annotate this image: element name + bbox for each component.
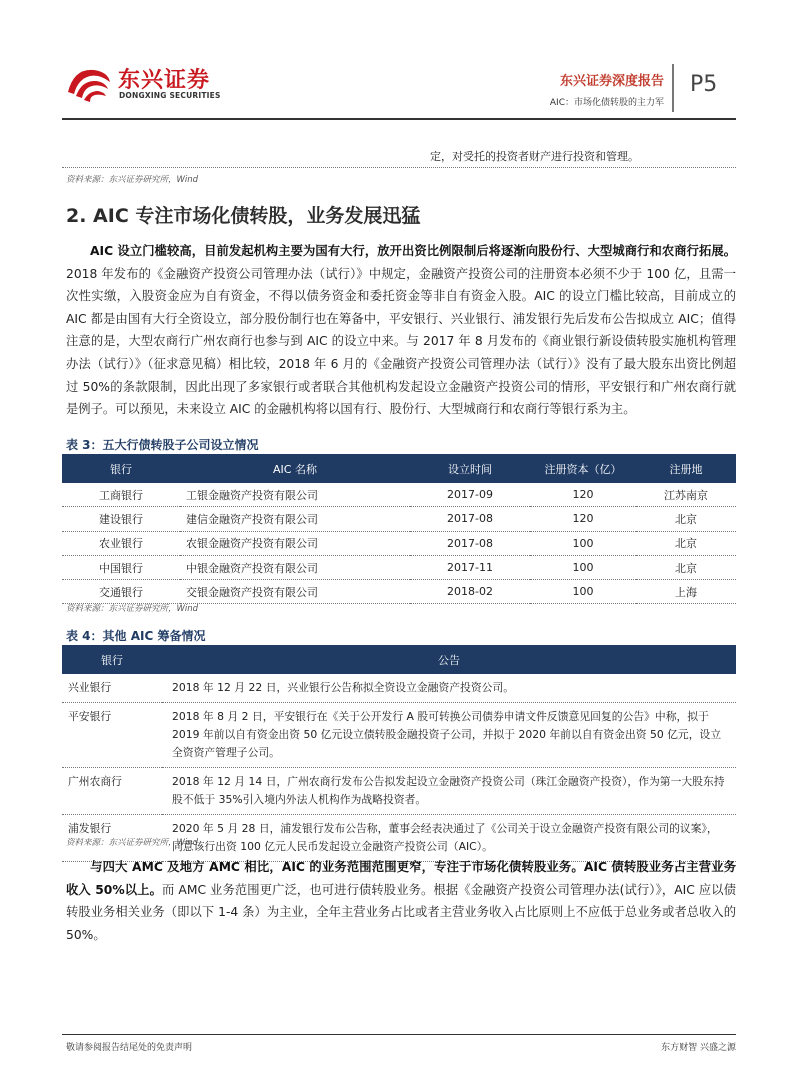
- table-cell: 100: [530, 531, 636, 555]
- table-4: [62, 645, 736, 862]
- table-row: [62, 674, 736, 703]
- table-3: [62, 454, 736, 604]
- table-cell: 平安银行: [62, 703, 162, 768]
- table-3-header-location: 注册地: [636, 454, 736, 483]
- table-cell: 兴业银行: [62, 674, 162, 703]
- table-row: [62, 531, 736, 555]
- table-cell: 农银金融资产投资有限公司: [180, 531, 410, 555]
- table-cell: 北京: [636, 555, 736, 579]
- table-cell: 工商银行: [62, 483, 180, 507]
- table-3-header-row: [62, 454, 736, 483]
- brand-name: 东兴证券: [118, 68, 211, 93]
- brand-logo-icon: [64, 62, 114, 104]
- footer-rule: [62, 1034, 736, 1035]
- table-cell: 2017-08: [410, 507, 530, 531]
- table-cell: 120: [530, 483, 636, 507]
- header-rule: [62, 118, 736, 120]
- table-row: [62, 768, 736, 815]
- table-row: [62, 555, 736, 579]
- table-cell: 2018-02: [410, 580, 530, 604]
- table-cell: 2017-11: [410, 555, 530, 579]
- table-cell: 农业银行: [62, 531, 180, 555]
- footer-disclaimer: 敬请参阅报告结尾处的免责声明: [66, 1043, 193, 1053]
- table-row: [62, 703, 736, 768]
- table-cell: 2020 年 5 月 28 日，浦发银行发布公告称，董事会经表决通过了《公司关于设立金融资产投资有限公司的议案》，同意该行出资 100 亿元人民币发起设立金融资产投资公司（AIC）。: [162, 815, 736, 862]
- table-4-header-row: [62, 645, 736, 674]
- table-3-header-date: 设立时间: [410, 454, 530, 483]
- paragraph-2-lead: 与四大 AMC 及地方 AMC 相比，AIC 的业务范围范围更窄，专注于市场化债转股业务。AIC 债转股业务占主营业务收入 50%以上。: [66, 860, 736, 897]
- table-3-header-capital: 注册资本（亿）: [530, 454, 636, 483]
- source-note: 资料来源：东兴证券研究所，Wind: [66, 604, 199, 614]
- table-cell: 建信金融资产投资有限公司: [180, 507, 410, 531]
- table-cell: 交银金融资产投资有限公司: [180, 580, 410, 604]
- table-cell: 北京: [636, 531, 736, 555]
- section-title: 2. AIC 专注市场化债转股，业务发展迅猛: [66, 205, 421, 227]
- table-cell: 浦发银行: [62, 815, 162, 862]
- table-cell: 2017-08: [410, 531, 530, 555]
- table-cell: 江苏南京: [636, 483, 736, 507]
- paragraph-1-body: 2018 年发布的《金融资产投资公司管理办法（试行）》中规定，金融资产投资公司的注册资本必须不少于 100 亿，且需一次性实缴，入股资金应为自有资金，不得以债务资金和委托资金等非自有资金入股。AIC 的设立门槛比较高，目前成立的 AIC 都是由国有大行全资设立，部分股份制行也在筹备中，平安银行、兴业银行、浦发银行先后发布公告拟成立 AIC；值得注意的是，大型农商行广州农商行也参与到 AIC 的设立中来。与 2017 年 8 月发布的《商业银行新设债转股实施机构管理办法（试行）》（征求意见稿）相比较，2018 年 6 月的《金融资产投资公司管理办法（试行）》没有了最大股东出资比例超过 50%的条款限制，因此出现了多家银行或者联合其他机构发起设立金融资产投资公司的情形，平安银行和广州农商行就是例子。可以预见，未来设立 AIC 的金融机构将以国有行、股份行、大型城商行和农商行等银行系为主。: [66, 266, 736, 417]
- page-number: P5: [690, 72, 718, 97]
- table-cell: 120: [530, 507, 636, 531]
- table-cell: 2018 年 12 月 14 日，广州农商行发布公告拟发起设立金融资产投资公司（珠江金融资产投资），作为第一大股东持股不低于 35%引入境内外法人机构作为战略投资者。: [162, 768, 736, 815]
- report-name: 东兴证券深度报告: [559, 74, 664, 89]
- table-cell: 广州农商行: [62, 768, 162, 815]
- source-note: 资料来源：东兴证券研究所，Wind: [66, 175, 199, 185]
- table-4-title: 表 4：其他 AIC 筹备情况: [66, 629, 206, 643]
- table-cell: 上海: [636, 580, 736, 604]
- table-cell: 100: [530, 580, 636, 604]
- table-4-header-announcement: 公告: [162, 645, 736, 674]
- source-note: 资料来源：东兴证券研究所，Wind: [66, 838, 199, 848]
- table-row: [62, 580, 736, 604]
- table-cell: 2017-09: [410, 483, 530, 507]
- table-cell: 交通银行: [62, 580, 180, 604]
- table-cell: 北京: [636, 507, 736, 531]
- table-cell: 中银金融资产投资有限公司: [180, 555, 410, 579]
- table-row: [62, 507, 736, 531]
- table-cell: 100: [530, 555, 636, 579]
- body-paragraph-1: [66, 240, 736, 421]
- footer-slogan: 东方财智 兴盛之源: [661, 1043, 736, 1053]
- table-cell: 建设银行: [62, 507, 180, 531]
- previous-table-cell: 定，对受托的投资者财产进行投资和管理。: [430, 150, 639, 163]
- header-divider: [672, 64, 674, 112]
- table-3-header-bank: 银行: [62, 454, 180, 483]
- table-cell: 工银金融资产投资有限公司: [180, 483, 410, 507]
- report-subtitle: AIC：市场化债转股的主力军: [549, 98, 664, 108]
- table-cell: 2018 年 8 月 2 日，平安银行在《关于公开发行 A 股可转换公司债券申请文件反馈意见回复的公告》中称，拟于 2019 年前以自有资金出资 50 亿元设立债转股金融投资子公司，并拟于 2020 年前以自有资金出资 50 亿元，设立全资资产管理子公司。: [162, 703, 736, 768]
- table-4-header-bank: 银行: [62, 645, 162, 674]
- table-cell: 2018 年 12 月 22 日，兴业银行公告称拟全资设立金融资产投资公司。: [162, 674, 736, 703]
- paragraph-2-body: 而 AMC 业务范围更广泛，也可进行债转股业务。根据《金融资产投资公司管理办法(试行）》，AIC 应以债转股业务相关业务（即以下 1-4 条）为主业，全年主营业务占比或者主营业务收入占比原则上不应低于总业务或者总收入的 50%。: [66, 882, 736, 942]
- table-row: [62, 483, 736, 507]
- body-paragraph-2: [66, 856, 736, 946]
- table-3-header-aic-name: AIC 名称: [180, 454, 410, 483]
- table-3-title: 表 3：五大行债转股子公司设立情况: [66, 438, 259, 452]
- table-cell: 中国银行: [62, 555, 180, 579]
- paragraph-1-lead: AIC 设立门槛较高，目前发起机构主要为国有大行，放开出资比例限制后将逐渐向股份行、大型城商行和农商行拓展。: [90, 244, 736, 258]
- brand-name-en: DONGXING SECURITIES: [119, 91, 221, 100]
